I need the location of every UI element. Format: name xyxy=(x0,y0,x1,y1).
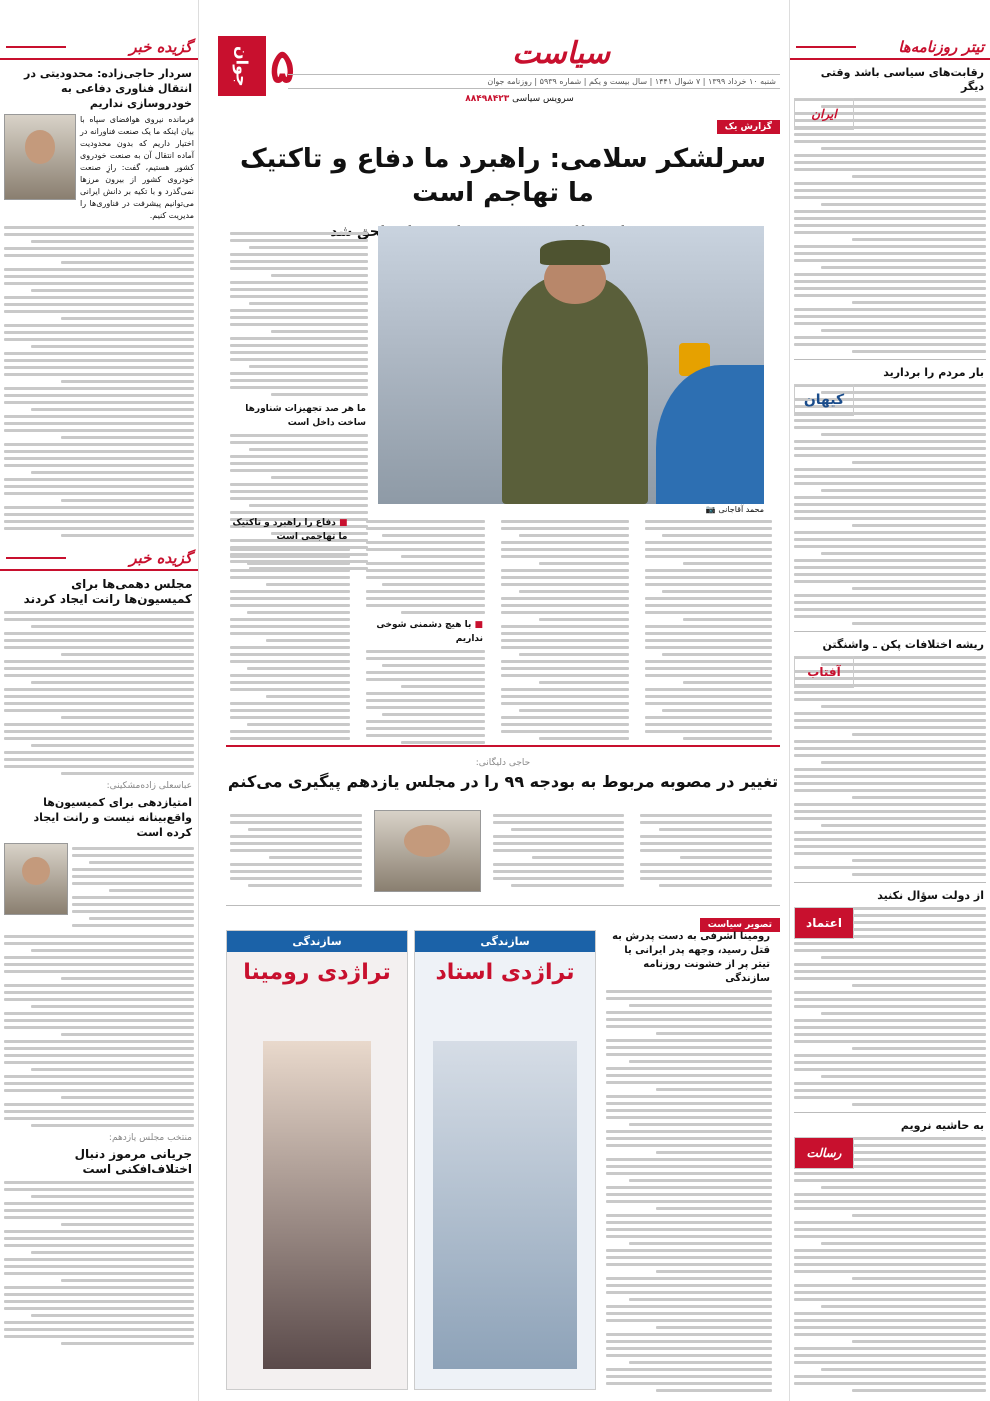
second-col-1 xyxy=(640,810,772,890)
left-section-label: گزیده خبر xyxy=(129,38,192,56)
story3-kicker: عباسعلی زاده‌مشکینی: xyxy=(106,781,192,791)
cover-1 xyxy=(226,930,408,1390)
right-section-header xyxy=(790,36,990,60)
header-rule xyxy=(6,557,66,559)
body-col-4 xyxy=(226,516,354,742)
divider xyxy=(794,631,986,632)
resalat-logo: رسالت xyxy=(794,1137,854,1169)
body-col-2 xyxy=(501,516,629,742)
item1-headline[interactable]: رقابت‌های سیاسی باشد وقتی دیگر xyxy=(820,66,984,93)
item3-text xyxy=(794,656,986,876)
divider xyxy=(794,882,986,883)
paper-logo: جوان xyxy=(218,36,266,96)
photo-caption: محمد آقاجانی xyxy=(718,505,764,514)
photo-cap xyxy=(540,240,609,265)
section-sub: سرویس سیاسی xyxy=(512,94,574,104)
right-section-label: تیتر روزنامه‌ها xyxy=(898,38,984,56)
story3-text-2 xyxy=(4,935,194,1127)
story2-headline[interactable]: مجلس دهمی‌ها برای کمیسیون‌ها رانت ایجاد کردند xyxy=(23,577,192,606)
second-story-headline[interactable]: تغییر در مصوبه مربوط به بودجه ۹۹ را در مجلس یازدهم پیگیری می‌کنم xyxy=(227,772,779,791)
cover-2-masthead: سازندگی xyxy=(415,931,595,952)
cover-1-photo xyxy=(263,1041,371,1369)
cover-2-photo xyxy=(433,1041,577,1369)
main-subhead: ملحق xyxy=(357,224,395,240)
story1-photo xyxy=(4,114,76,200)
cover-2 xyxy=(414,930,596,1390)
story4-kicker: منتخب مجلس یازدهم: xyxy=(108,1133,192,1143)
story1-headline[interactable]: سردار حاجی‌زاده: محدودیتی در انتقال فناوری دفاعی به خودروسازی نداریم xyxy=(24,67,192,110)
story1-body xyxy=(4,114,194,222)
divider xyxy=(794,1112,986,1113)
kayhan-logo: کیهان xyxy=(794,384,854,416)
story3-photo xyxy=(4,843,68,915)
third-story-badge: تصویر سیاست xyxy=(700,918,780,932)
second-story-body xyxy=(226,810,776,890)
second-col-2 xyxy=(493,810,625,890)
item1-text xyxy=(794,98,986,353)
photo-person xyxy=(502,276,649,504)
left-column xyxy=(0,0,199,1401)
body-col-1 xyxy=(645,516,773,742)
second-story-photo xyxy=(374,810,481,892)
story-divider-2 xyxy=(226,905,780,906)
bullet-icon: ■ xyxy=(338,518,348,528)
main-photo xyxy=(378,226,764,504)
third-story-header xyxy=(226,912,780,932)
story-divider xyxy=(226,745,780,747)
story2-text xyxy=(4,611,194,775)
third-story-text xyxy=(606,990,772,1392)
item2-headline[interactable]: بار مردم را بردارید xyxy=(883,366,984,379)
body-col-4-text xyxy=(230,548,350,740)
story3-body xyxy=(4,843,194,931)
left-section-header xyxy=(0,36,198,60)
story4-headline[interactable]: جریانی مرموز دنبال اختلاف‌افکنی است xyxy=(74,1147,192,1176)
body-col-3-text-2 xyxy=(366,650,486,744)
story1-lead: فرمانده نیروی هوافضای سپاه با بیان اینکه ما یک صنعت فناورانه در اختیار داریم که بدون محدودیت آماده انتقال آن به صنعت خودروی کشور هستیم، گفت: رازِ صنعت خودروی کشور از بیرون مرزها نمی‌گذرد و با تکیه بر دانش ایرانی می‌توانیم پیشرفت در فناوری‌ها را مدیریت کنیم. xyxy=(80,115,194,220)
cover-1-masthead: سازندگی xyxy=(227,931,407,952)
cover-2-title: تراژدی استاد xyxy=(435,960,575,985)
side-text xyxy=(230,232,368,396)
main-story-badge: گزارش یک xyxy=(717,120,780,134)
divider xyxy=(794,359,986,360)
story4-text xyxy=(4,1181,194,1345)
story3-text xyxy=(72,843,194,931)
body-col-3-text xyxy=(366,520,486,614)
second-story xyxy=(226,752,780,791)
photo-caption-row xyxy=(690,505,764,514)
date-line: شنبه ۱۰ خرداد ۱۳۹۹ | ۷ شوال ۱۴۴۱ | سال بیست و یکم | شماره ۵۹۳۹ | روزنامه جوان xyxy=(288,74,780,89)
item3-headline[interactable]: ریشه اختلافات پکن ـ واشنگتن xyxy=(822,638,984,651)
item5-headline[interactable]: به حاشیه نرویم xyxy=(900,1119,984,1132)
crosshead-2 xyxy=(368,618,484,646)
section-title: سیاست xyxy=(512,36,610,71)
body-col-3 xyxy=(362,516,490,742)
left-section-label-2: گزیده خبر xyxy=(129,549,192,567)
second-col-3 xyxy=(230,810,362,890)
item2-text xyxy=(794,384,986,625)
main-body-columns xyxy=(226,516,776,742)
etemad-logo: اعتماد xyxy=(794,907,854,939)
header-rule xyxy=(6,46,66,48)
crosshead-3: ما هر صد تجهیزات شناورها ساخت داخل است xyxy=(245,404,366,428)
aftab-logo: آفتاب xyxy=(794,656,854,688)
camera-icon: 📷 xyxy=(705,505,716,514)
left-section-header-2 xyxy=(0,547,198,571)
item4-headline[interactable]: از دولت سؤال نکنید xyxy=(877,889,984,902)
story1-text xyxy=(4,226,194,537)
section-phone: ۸۸۴۹۸۴۲۳ xyxy=(465,94,510,104)
cover-1-title: تراژدی رومینا xyxy=(243,960,391,985)
crosshead-1 xyxy=(232,516,348,544)
item5-text xyxy=(794,1137,986,1392)
bullet-icon: ■ xyxy=(474,620,483,630)
page-number: ۵ xyxy=(270,39,295,93)
story3-headline[interactable]: امتیازدهی برای کمیسیون‌ها واقع‌بینانه نیست و رانت ایجاد کرده است xyxy=(33,796,192,839)
main-story-header xyxy=(226,114,780,240)
right-column xyxy=(789,0,990,1401)
masthead xyxy=(218,36,780,111)
photo-arm xyxy=(656,365,764,504)
second-story-kicker: حاجی دلیگانی: xyxy=(475,758,531,768)
cover-images xyxy=(226,930,596,1390)
section-contact xyxy=(465,94,574,104)
iran-logo: ایران xyxy=(794,98,854,130)
main-headline[interactable]: سرلشکر سلامی: راهبرد ما دفاع و تاکتیک ما تهاجم است xyxy=(239,144,767,208)
third-story-headline[interactable]: رومینا اشرفی به دست پدرش به قتل رسید، وجهه پدر ایرانی یا تیتر پر از خشونت روزنامه سازندگی xyxy=(612,931,770,984)
header-rule xyxy=(796,46,856,48)
crosshead-1-text: دفاع را راهبرد و تاکتیک ما تهاجمی است xyxy=(232,518,348,542)
third-story-body xyxy=(602,930,776,1396)
crosshead-2-text: با هیچ دشمنی شوخی نداریم xyxy=(376,620,483,644)
